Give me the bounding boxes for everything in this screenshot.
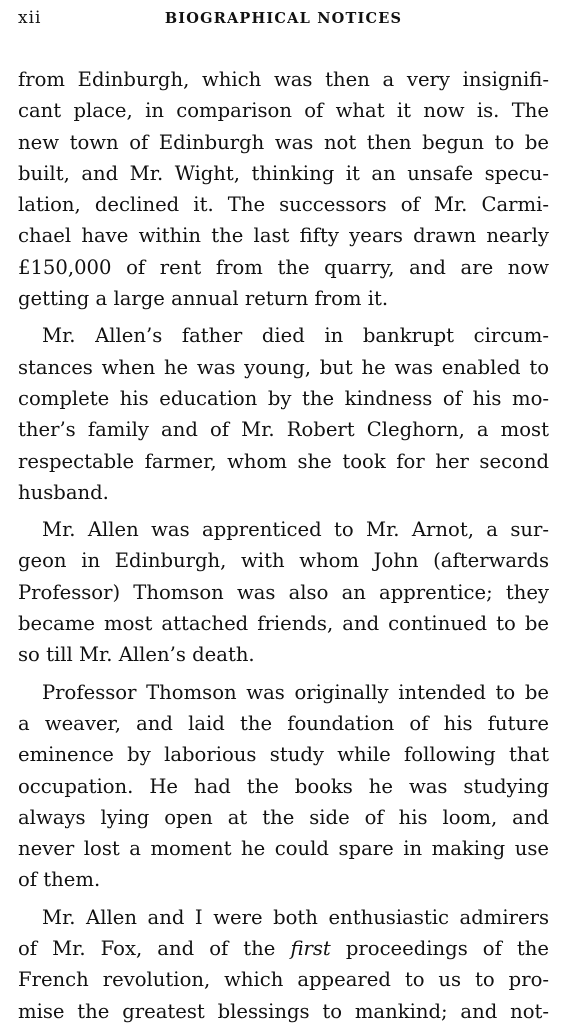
text-line: of them. <box>18 868 101 892</box>
text-line: respectable farmer, whom she took for her second <box>18 449 549 473</box>
running-head <box>18 6 549 34</box>
running-title: BIOGRAPHICAL NOTICES <box>164 10 403 27</box>
text-line: husband. <box>18 480 109 504</box>
paragraph <box>18 514 549 670</box>
text-line: Mr. Allen and I were both enthusiastic admirers <box>42 905 549 929</box>
text-line: French revolution, which appeared to us to pro- <box>18 968 549 992</box>
text-line: complete his education by the kindness of his mo- <box>18 386 549 410</box>
paragraph <box>18 320 549 508</box>
text-line: a weaver, and laid the foundation of his future <box>18 711 549 735</box>
paragraph <box>18 677 549 896</box>
text-line: from Edinburgh, which was then a very insignifi- <box>18 68 549 91</box>
text-line: occupation. He had the books he was studying <box>18 774 549 798</box>
text-line: geon in Edinburgh, with whom John (afterwards <box>18 549 549 573</box>
text-line: always lying open at the side of his loom, and <box>18 805 549 829</box>
paragraph <box>18 64 549 314</box>
text-line: Professor) Thomson was also an apprentice; they <box>18 580 549 604</box>
text-line: never lost a moment he could spare in making use <box>18 837 549 861</box>
text-line: getting a large annual return from it. <box>18 287 389 311</box>
text-line: so till Mr. Allen’s death. <box>18 643 255 667</box>
text-line: built, and Mr. Wight, thinking it an unsafe specu- <box>18 161 549 185</box>
text-segment: of Mr. Fox, and of the <box>18 937 291 961</box>
text-line: Professor Thomson was originally intended to be <box>42 680 549 704</box>
text-line: ther’s family and of Mr. Robert Cleghorn, a most <box>18 418 549 442</box>
italic-emphasis: first <box>290 937 331 961</box>
paragraph <box>18 902 549 1027</box>
text-line: mise the greatest blessings to mankind; and not- <box>18 999 549 1023</box>
text-line: Mr. Allen’s father died in bankrupt circum- <box>42 324 549 348</box>
text-line: new town of Edinburgh was not then begun to be <box>18 130 549 154</box>
book-page <box>18 6 549 1033</box>
text-segment: proceedings of the <box>330 937 549 961</box>
text-line: chael have within the last fifty years drawn nearly <box>18 224 549 248</box>
text-line: £150,000 of rent from the quarry, and are now <box>18 255 549 279</box>
body-text <box>18 64 549 1027</box>
text-line: cant place, in comparison of what it now is. The <box>18 99 549 123</box>
text-line <box>18 933 549 964</box>
text-line: Mr. Allen was apprenticed to Mr. Arnot, a sur- <box>42 518 549 542</box>
text-line: became most attached friends, and continued to be <box>18 612 549 636</box>
text-line: eminence by laborious study while following that <box>18 743 549 767</box>
text-line: stances when he was young, but he was enabled to <box>18 355 549 379</box>
text-line: lation, declined it. The successors of Mr. Carmi- <box>18 193 549 217</box>
page-number: xii <box>18 8 42 28</box>
